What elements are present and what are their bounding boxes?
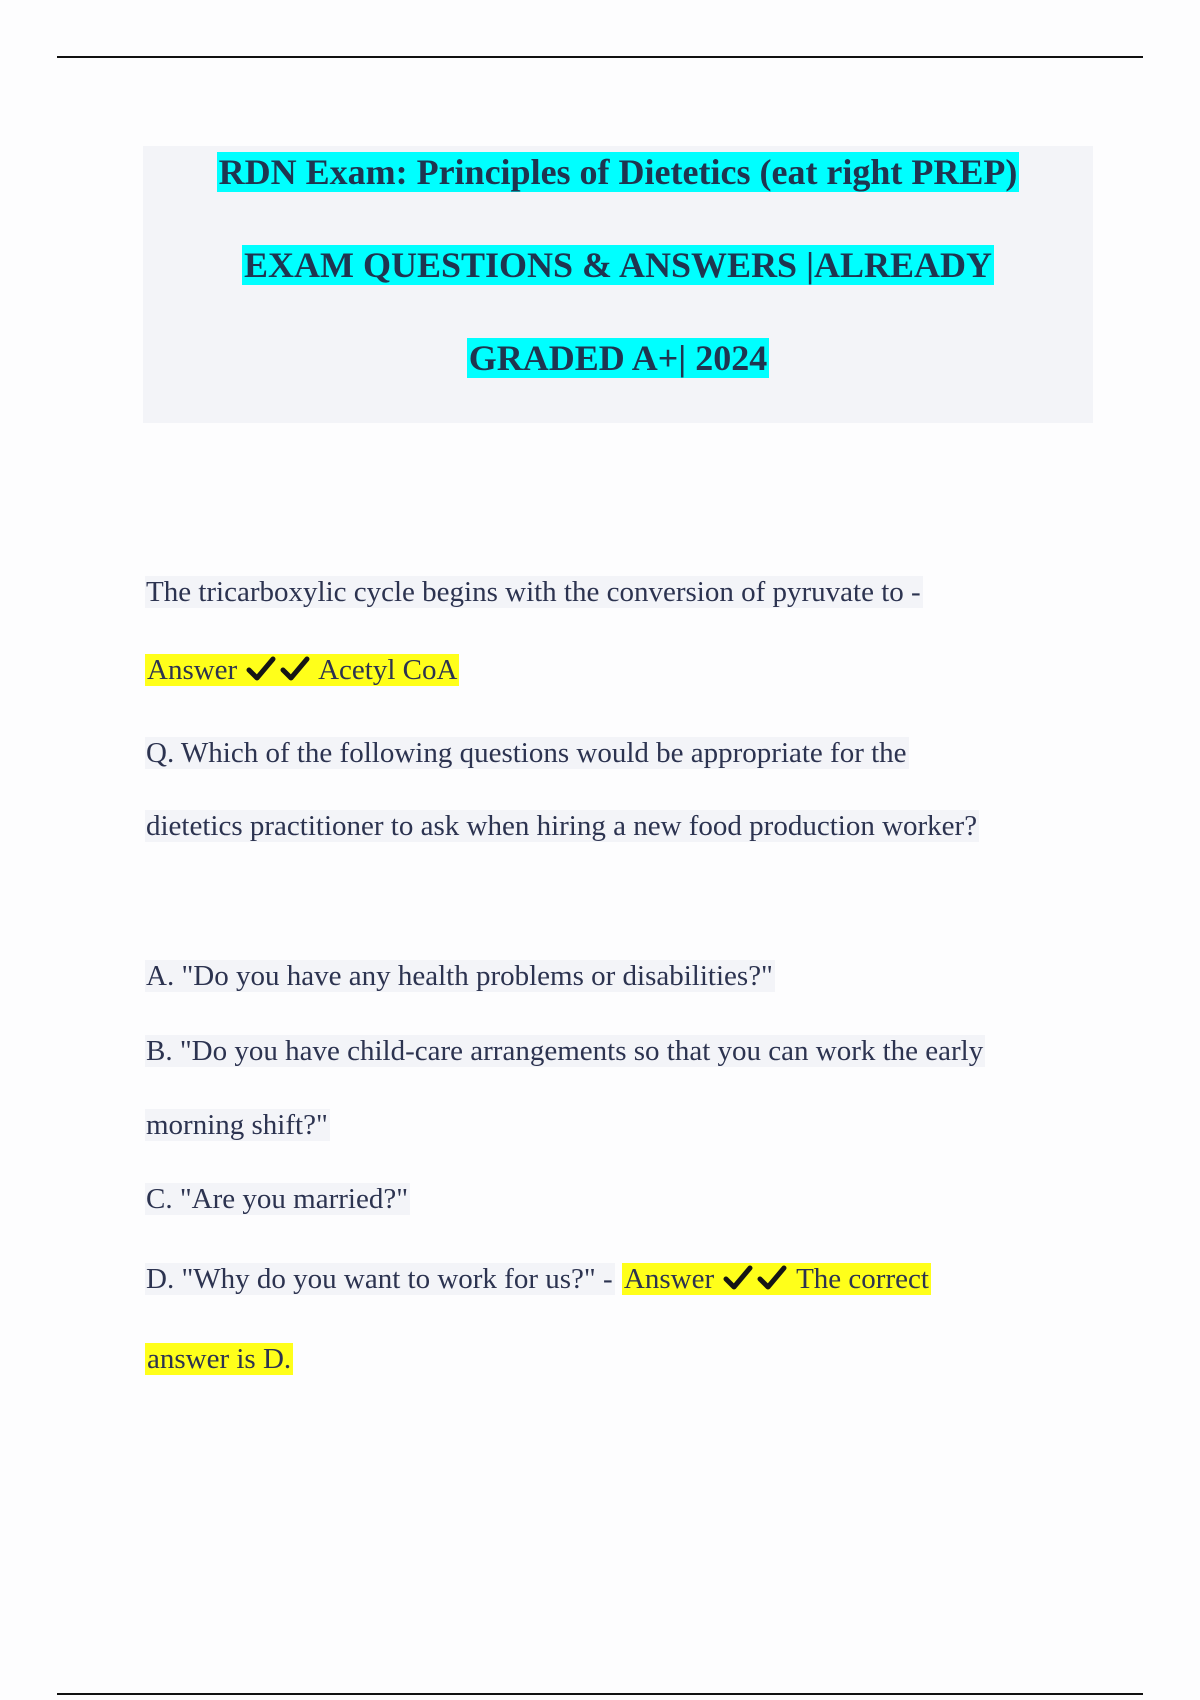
q2-option-d xyxy=(145,1259,931,1299)
top-rule xyxy=(57,56,1143,58)
q1-answer xyxy=(145,650,459,690)
bottom-rule xyxy=(57,1693,1143,1695)
title-line-3 xyxy=(143,334,1093,382)
q1-answer-prefix: Answer xyxy=(147,654,238,686)
title-text-3: GRADED A+| 2024 xyxy=(468,338,768,378)
q1-answer-text: Acetyl CoA xyxy=(318,654,458,686)
q1-question-text: The tricarboxylic cycle begins with the conversion of pyruvate to - xyxy=(146,576,921,608)
q1-question xyxy=(145,572,923,612)
check-icon xyxy=(279,654,311,684)
check-icon xyxy=(722,1263,754,1293)
q2-answer-prefix: Answer xyxy=(623,1263,715,1295)
title-line-1 xyxy=(143,148,1093,196)
q2-option-b-line-1 xyxy=(145,1031,985,1071)
title-box xyxy=(143,146,1093,423)
q2-option-c-text: C. "Are you married?" xyxy=(146,1183,409,1215)
q2-answer-line-2 xyxy=(145,1339,293,1379)
check-icon xyxy=(245,654,277,684)
q2-option-a-text: A. "Do you have any health problems or disabilities?" xyxy=(146,960,773,992)
q2-option-b-text-1: B. "Do you have child-care arrangements so that you can work the early xyxy=(146,1035,984,1067)
title-text-1: RDN Exam: Principles of Dietetics (eat right PREP) xyxy=(218,152,1018,192)
q2-option-b-text-2: morning shift?" xyxy=(146,1109,328,1141)
q2-option-d-text: D. "Why do you want to work for us?" - xyxy=(146,1263,613,1295)
q2-answer-text-1: The correct xyxy=(796,1263,929,1295)
q2-option-a xyxy=(145,956,775,996)
title-text-2: EXAM QUESTIONS & ANSWERS |ALREADY xyxy=(243,245,993,285)
q2-answer-highlight xyxy=(622,1263,931,1295)
q2-question-line-1 xyxy=(145,733,909,773)
q2-option-b-line-2 xyxy=(145,1105,330,1145)
q2-question-line-2 xyxy=(145,806,979,846)
q2-question-text-2: dietetics practitioner to ask when hiring a new food production worker? xyxy=(146,810,978,842)
q1-answer-highlight xyxy=(145,654,459,686)
q2-answer-text-2: answer is D. xyxy=(147,1343,292,1375)
check-icon xyxy=(756,1263,788,1293)
q2-option-c xyxy=(145,1179,410,1219)
q2-question-text-1: Q. Which of the following questions would be appropriate for the xyxy=(146,737,907,769)
title-line-2 xyxy=(143,241,1093,289)
